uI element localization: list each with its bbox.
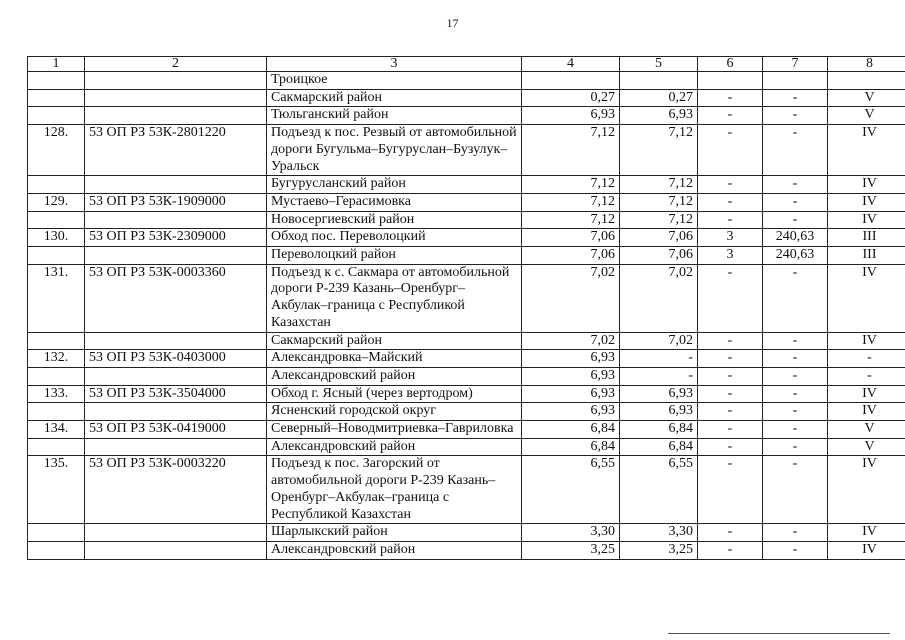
roads-table [27, 56, 905, 560]
road-category-cell: V [828, 438, 905, 456]
length-total-cell: 7,02 [522, 332, 620, 350]
length-total-cell: 6,93 [522, 403, 620, 421]
length-total-cell: 0,27 [522, 89, 620, 107]
length-hard-surface-cell: - [620, 367, 698, 385]
road-name-cell: Александровский район [267, 438, 522, 456]
header-cell-4: 4 [522, 57, 620, 72]
road-code-cell [85, 438, 267, 456]
road-name-cell: Мустаево–Герасимовка [267, 193, 522, 211]
length-hard-surface-cell: 6,93 [620, 107, 698, 125]
lanes-count-cell: - [698, 176, 763, 194]
lanes-count-cell: - [698, 438, 763, 456]
road-category-cell: IV [828, 211, 905, 229]
length-hard-surface-cell: 6,93 [620, 385, 698, 403]
length-total-cell: 7,06 [522, 229, 620, 247]
road-code-cell [85, 72, 267, 90]
road-category-cell: IV [828, 541, 905, 559]
lanes-count-cell [698, 72, 763, 90]
table-row [28, 264, 905, 332]
lanes-count-cell: - [698, 456, 763, 524]
length-with-lanes-cell: - [763, 367, 828, 385]
road-code-cell [85, 247, 267, 265]
row-number-cell: 128. [28, 125, 85, 176]
table-row [28, 332, 905, 350]
road-name-cell: Бугурусланский район [267, 176, 522, 194]
road-name-cell: Шарлыкский район [267, 524, 522, 542]
row-number-cell [28, 247, 85, 265]
length-total-cell: 6,93 [522, 367, 620, 385]
road-category-cell: IV [828, 524, 905, 542]
road-name-cell: Александровка–Майский [267, 350, 522, 368]
road-name-cell: Тюльганский район [267, 107, 522, 125]
length-with-lanes-cell: - [763, 211, 828, 229]
length-hard-surface-cell: 7,02 [620, 332, 698, 350]
lanes-count-cell: - [698, 211, 763, 229]
length-total-cell: 6,93 [522, 350, 620, 368]
length-hard-surface-cell: 7,12 [620, 193, 698, 211]
lanes-count-cell: - [698, 332, 763, 350]
road-code-cell [85, 332, 267, 350]
road-category-cell: IV [828, 332, 905, 350]
table-row [28, 541, 905, 559]
table-row [28, 403, 905, 421]
lanes-count-cell: - [698, 107, 763, 125]
road-name-cell: Троицкое [267, 72, 522, 90]
road-name-cell: Подъезд к с. Сакмара от автомобильной дороги Р-239 Казань–Оренбург–Акбулак–граница с Республикой Казахстан [267, 264, 522, 332]
header-cell-7: 7 [763, 57, 828, 72]
road-code-cell: 53 ОП РЗ 53К-2801220 [85, 125, 267, 176]
row-number-cell: 135. [28, 456, 85, 524]
row-number-cell [28, 89, 85, 107]
road-name-cell: Обход пос. Переволоцкий [267, 229, 522, 247]
length-with-lanes-cell: - [763, 107, 828, 125]
table-row [28, 176, 905, 194]
road-name-cell: Новосергиевский район [267, 211, 522, 229]
length-total-cell [522, 72, 620, 90]
road-code-cell [85, 403, 267, 421]
lanes-count-cell: - [698, 385, 763, 403]
road-name-cell: Подъезд к пос. Резвый от автомобильной дороги Бугульма–Бугуруслан–Бузулук–Уральск [267, 125, 522, 176]
table-row [28, 229, 905, 247]
row-number-cell [28, 211, 85, 229]
length-with-lanes-cell: - [763, 89, 828, 107]
length-with-lanes-cell: - [763, 385, 828, 403]
length-total-cell: 6,93 [522, 385, 620, 403]
length-hard-surface-cell: 7,06 [620, 229, 698, 247]
length-with-lanes-cell: - [763, 403, 828, 421]
row-number-cell [28, 107, 85, 125]
table-row [28, 456, 905, 524]
road-name-cell: Северный–Новодмитриевка–Гавриловка [267, 421, 522, 439]
length-hard-surface-cell: 6,84 [620, 421, 698, 439]
length-total-cell: 7,12 [522, 211, 620, 229]
row-number-cell: 129. [28, 193, 85, 211]
road-code-cell [85, 176, 267, 194]
length-total-cell: 7,06 [522, 247, 620, 265]
table-row [28, 350, 905, 368]
lanes-count-cell: - [698, 125, 763, 176]
road-category-cell: V [828, 107, 905, 125]
row-number-cell: 131. [28, 264, 85, 332]
row-number-cell: 130. [28, 229, 85, 247]
table-body [28, 72, 905, 560]
length-with-lanes-cell [763, 72, 828, 90]
lanes-count-cell: - [698, 541, 763, 559]
table-row [28, 438, 905, 456]
road-category-cell: IV [828, 264, 905, 332]
road-code-cell [85, 89, 267, 107]
length-with-lanes-cell: - [763, 541, 828, 559]
length-with-lanes-cell: 240,63 [763, 247, 828, 265]
row-number-cell [28, 176, 85, 194]
row-number-cell [28, 438, 85, 456]
length-total-cell: 6,84 [522, 438, 620, 456]
length-hard-surface-cell: 6,93 [620, 403, 698, 421]
table-row [28, 367, 905, 385]
road-name-cell: Сакмарский район [267, 89, 522, 107]
row-number-cell [28, 524, 85, 542]
length-total-cell: 3,25 [522, 541, 620, 559]
lanes-count-cell: - [698, 421, 763, 439]
length-hard-surface-cell: 7,06 [620, 247, 698, 265]
length-hard-surface-cell: 3,30 [620, 524, 698, 542]
length-with-lanes-cell: 240,63 [763, 229, 828, 247]
length-total-cell: 6,93 [522, 107, 620, 125]
row-number-cell [28, 72, 85, 90]
road-code-cell [85, 107, 267, 125]
page-number: 17 [446, 16, 459, 30]
road-name-cell: Обход г. Ясный (через вертодром) [267, 385, 522, 403]
road-code-cell: 53 ОП РЗ 53К-1909000 [85, 193, 267, 211]
table-row [28, 107, 905, 125]
lanes-count-cell: - [698, 350, 763, 368]
length-hard-surface-cell: - [620, 350, 698, 368]
length-total-cell: 6,84 [522, 421, 620, 439]
road-category-cell: IV [828, 456, 905, 524]
table-row [28, 385, 905, 403]
length-hard-surface-cell: 0,27 [620, 89, 698, 107]
length-total-cell: 7,12 [522, 176, 620, 194]
header-cell-8: 8 [828, 57, 905, 72]
row-number-cell: 132. [28, 350, 85, 368]
row-number-cell [28, 403, 85, 421]
length-with-lanes-cell: - [763, 176, 828, 194]
table-row [28, 421, 905, 439]
road-category-cell: III [828, 229, 905, 247]
table-row [28, 89, 905, 107]
road-category-cell: - [828, 350, 905, 368]
table-row [28, 72, 905, 90]
road-name-cell: Ясненский городской округ [267, 403, 522, 421]
length-with-lanes-cell: - [763, 264, 828, 332]
lanes-count-cell: - [698, 524, 763, 542]
length-with-lanes-cell: - [763, 438, 828, 456]
road-code-cell: 53 ОП РЗ 53К-0419000 [85, 421, 267, 439]
road-name-cell: Александровский район [267, 541, 522, 559]
table-row [28, 247, 905, 265]
lanes-count-cell: - [698, 264, 763, 332]
table-row [28, 211, 905, 229]
length-with-lanes-cell: - [763, 524, 828, 542]
road-category-cell [828, 72, 905, 90]
lanes-count-cell: - [698, 193, 763, 211]
length-hard-surface-cell: 7,12 [620, 125, 698, 176]
road-category-cell: V [828, 421, 905, 439]
length-hard-surface-cell [620, 72, 698, 90]
row-number-cell: 133. [28, 385, 85, 403]
lanes-count-cell: - [698, 89, 763, 107]
length-hard-surface-cell: 3,25 [620, 541, 698, 559]
lanes-count-cell: - [698, 367, 763, 385]
lanes-count-cell: 3 [698, 247, 763, 265]
length-with-lanes-cell: - [763, 350, 828, 368]
road-code-cell: 53 ОП РЗ 53К-0403000 [85, 350, 267, 368]
road-category-cell: IV [828, 125, 905, 176]
row-number-cell: 134. [28, 421, 85, 439]
row-number-cell [28, 541, 85, 559]
length-total-cell: 7,12 [522, 125, 620, 176]
length-with-lanes-cell: - [763, 332, 828, 350]
header-cell-6: 6 [698, 57, 763, 72]
length-hard-surface-cell: 7,12 [620, 211, 698, 229]
length-total-cell: 6,55 [522, 456, 620, 524]
road-name-cell: Подъезд к пос. Загорский от автомобильной дороги Р-239 Казань–Оренбург–Акбулак–граница с Республикой Казахстан [267, 456, 522, 524]
road-category-cell: III [828, 247, 905, 265]
page-edge-line [668, 633, 890, 634]
length-hard-surface-cell: 6,55 [620, 456, 698, 524]
road-category-cell: - [828, 367, 905, 385]
road-name-cell: Переволоцкий район [267, 247, 522, 265]
length-with-lanes-cell: - [763, 421, 828, 439]
lanes-count-cell: 3 [698, 229, 763, 247]
length-with-lanes-cell: - [763, 125, 828, 176]
road-category-cell: IV [828, 385, 905, 403]
header-row [28, 57, 905, 72]
road-name-cell: Сакмарский район [267, 332, 522, 350]
header-cell-3: 3 [267, 57, 522, 72]
road-code-cell: 53 ОП РЗ 53К-3504000 [85, 385, 267, 403]
row-number-cell [28, 367, 85, 385]
header-cell-2: 2 [85, 57, 267, 72]
road-name-cell: Александровский район [267, 367, 522, 385]
lanes-count-cell: - [698, 403, 763, 421]
row-number-cell [28, 332, 85, 350]
length-total-cell: 3,30 [522, 524, 620, 542]
road-code-cell: 53 ОП РЗ 53К-0003220 [85, 456, 267, 524]
road-code-cell: 53 ОП РЗ 53К-2309000 [85, 229, 267, 247]
length-with-lanes-cell: - [763, 193, 828, 211]
road-code-cell [85, 367, 267, 385]
length-hard-surface-cell: 7,02 [620, 264, 698, 332]
header-cell-1: 1 [28, 57, 85, 72]
length-total-cell: 7,02 [522, 264, 620, 332]
road-code-cell [85, 524, 267, 542]
road-code-cell: 53 ОП РЗ 53К-0003360 [85, 264, 267, 332]
road-category-cell: V [828, 89, 905, 107]
length-with-lanes-cell: - [763, 456, 828, 524]
table-row [28, 193, 905, 211]
length-hard-surface-cell: 7,12 [620, 176, 698, 194]
length-hard-surface-cell: 6,84 [620, 438, 698, 456]
table-header [28, 57, 905, 72]
road-code-cell [85, 541, 267, 559]
road-code-cell [85, 211, 267, 229]
length-total-cell: 7,12 [522, 193, 620, 211]
table-row [28, 524, 905, 542]
road-category-cell: IV [828, 193, 905, 211]
table-row [28, 125, 905, 176]
road-category-cell: IV [828, 176, 905, 194]
header-cell-5: 5 [620, 57, 698, 72]
road-category-cell: IV [828, 403, 905, 421]
